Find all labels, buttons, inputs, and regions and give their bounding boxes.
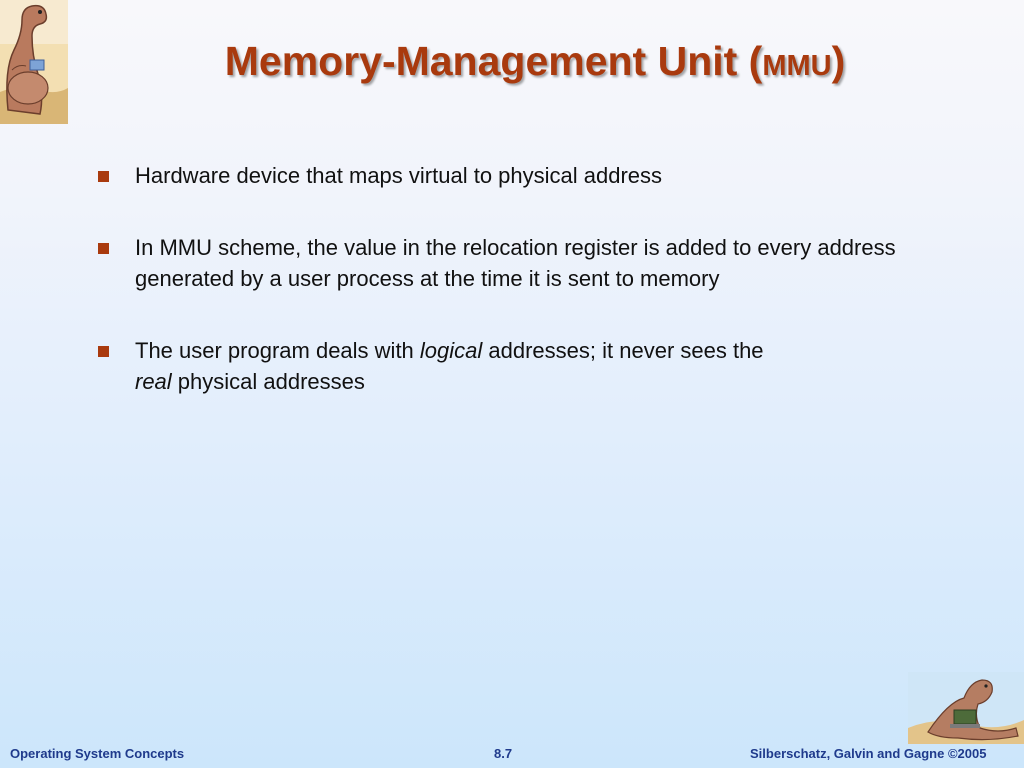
title-abbreviation: MMU — [762, 50, 832, 82]
footer-slide-number: 8.7 — [494, 746, 513, 761]
bullet-item — [96, 160, 896, 191]
square-bullet-icon — [98, 171, 109, 182]
slide-title: Memory-Management Unit (MMU) — [224, 38, 846, 84]
footer-copyright: Silberschatz, Galvin and Gagne ©2005 — [750, 746, 987, 761]
bullet-text: Hardware device that maps virtual to physical address — [135, 163, 663, 188]
bullet-item — [96, 232, 896, 294]
dinosaur-laptop-icon — [908, 672, 1024, 744]
bullet-item — [96, 335, 896, 397]
square-bullet-icon — [98, 243, 109, 254]
bullet-list — [96, 160, 896, 397]
footer-course-title: Operating System Concepts — [10, 746, 185, 761]
square-bullet-icon — [98, 346, 109, 357]
bullet-text: The user program deals with logical addresses; it never sees the real physical addresses — [135, 338, 764, 394]
bullet-text: In MMU scheme, the value in the relocation register is added to every address generated by a user process at the time it is sent to memory — [135, 235, 896, 291]
dinosaur-icon — [0, 0, 68, 124]
emphasis-logical: logical — [419, 338, 483, 363]
emphasis-real: real — [135, 369, 172, 394]
